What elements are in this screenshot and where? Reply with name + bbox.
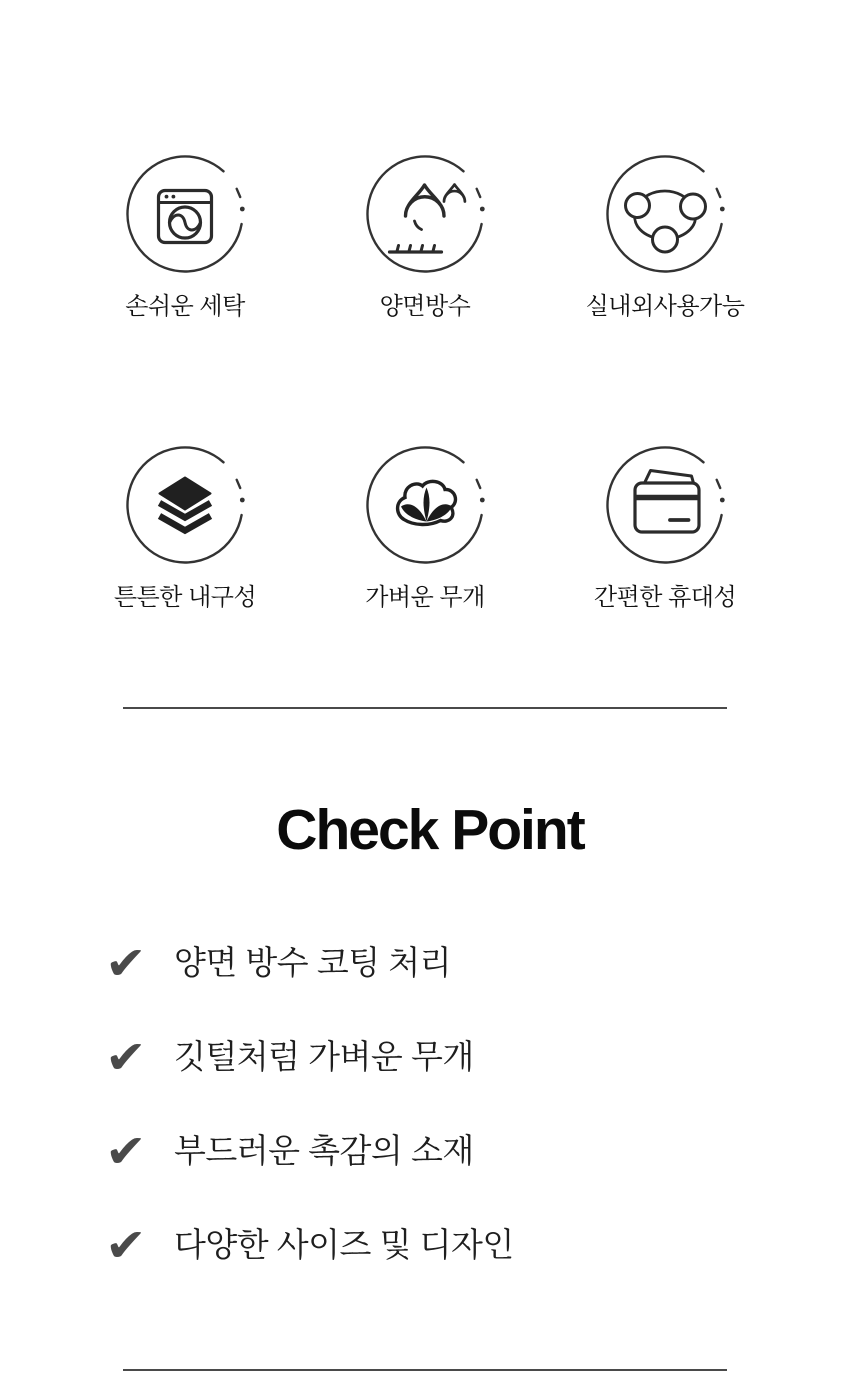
feature-label: 양면방수: [379, 293, 471, 320]
cotton-icon: [360, 440, 490, 570]
section-divider-top: [123, 707, 727, 709]
check-item: [105, 1124, 514, 1178]
checkmark-icon: ✔: [105, 936, 147, 990]
layers-icon: [120, 440, 250, 570]
section-divider-bottom: [123, 1369, 727, 1371]
feature-label: 손쉬운 세탁: [125, 293, 245, 320]
water-drop-icon: [360, 149, 490, 279]
checkmark-icon: ✔: [105, 1124, 147, 1178]
check-item: [105, 936, 514, 990]
feature-grid: [65, 149, 785, 613]
feature-durability: [65, 440, 305, 613]
network-nodes-icon: [600, 149, 730, 279]
feature-waterproof: [305, 149, 545, 322]
feature-label: 실내외사용가능: [585, 293, 745, 320]
washing-machine-icon: [120, 149, 250, 279]
check-item-text: 부드러운 촉감의 소재: [174, 1132, 474, 1169]
check-item-text: 다양한 사이즈 및 디자인: [174, 1226, 514, 1263]
check-item: [105, 1030, 514, 1084]
checkpoint-list: [105, 936, 514, 1317]
feature-easy-wash: [65, 149, 305, 322]
checkmark-icon: ✔: [105, 1030, 147, 1084]
check-item: [105, 1218, 514, 1272]
wallet-icon: [600, 440, 730, 570]
feature-label: 튼튼한 내구성: [113, 584, 257, 611]
feature-label: 가벼운 무개: [365, 584, 485, 611]
check-item-text: 양면 방수 코팅 처리: [174, 944, 452, 981]
feature-portability: [545, 440, 785, 613]
feature-label: 간편한 휴대성: [593, 584, 737, 611]
feature-light-weight: [305, 440, 545, 613]
checkmark-icon: ✔: [105, 1218, 147, 1272]
feature-indoor-outdoor: [545, 149, 785, 322]
checkpoint-title: Check Point: [276, 798, 584, 862]
check-item-text: 깃털처럼 가벼운 무개: [174, 1038, 474, 1075]
